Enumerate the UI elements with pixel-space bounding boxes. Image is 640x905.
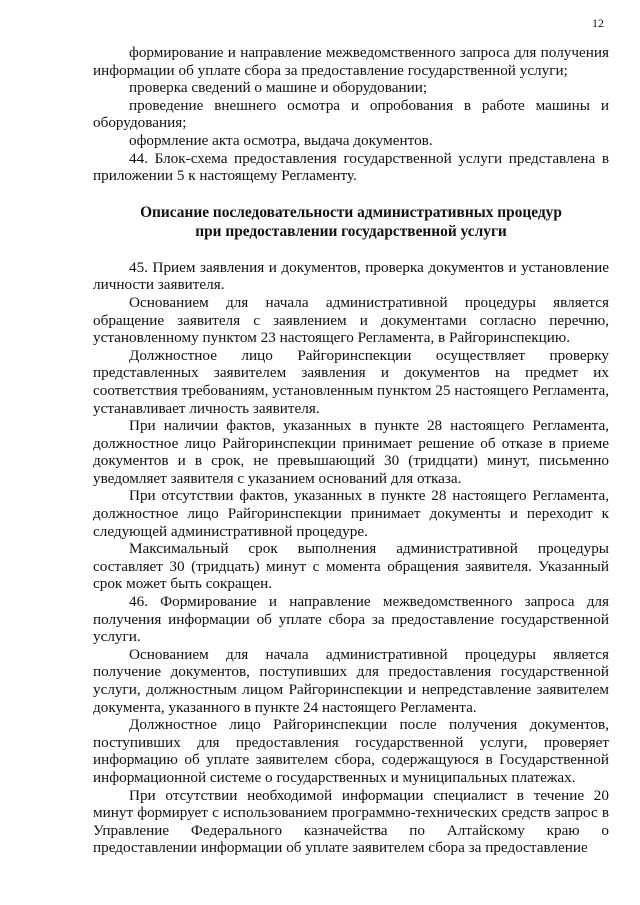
paragraph: Максимальный срок выполнения административной процедуры составляет 30 (тридцать) минут с момента обращения заявителя. Указанный срок может быть сокращен. bbox=[93, 540, 609, 593]
document-body bbox=[93, 44, 609, 857]
paragraph: Должностное лицо Райгоринспекции осуществляет проверку представленных заявителем заявления и документов на предмет их соответствия требованиям, установленным пунктом 25 настоящего Регламента, устанавливает личность заявителя. bbox=[93, 346, 609, 417]
paragraph: проверка сведений о машине и оборудовании; bbox=[129, 79, 428, 97]
page-number: 12 bbox=[592, 16, 604, 30]
section-heading-line: Описание последовательности административных процедур bbox=[140, 203, 562, 221]
paragraph: формирование и направление межведомственного запроса для получения информации об уплате сбора за предоставление государственной услуги; bbox=[93, 44, 609, 79]
paragraph: 45. Прием заявления и документов, проверка документов и установление личности заявителя. bbox=[93, 258, 609, 294]
paragraph: При наличии фактов, указанных в пункте 28 настоящего Регламента, должностное лицо Райгоринспекции принимает решение об отказе в приеме документов и в срок, не превышающий 30 (тридцати) минут, письменно уведомляет заявителя с указанием оснований для отказа. bbox=[93, 417, 609, 487]
paragraph: Основанием для начала административной процедуры является получение документов, поступивших для предоставления государственной услуги, должностным лицом Райгоринспекции и непредставление заявителем документа, указанного в пункте 24 настоящего Регламента. bbox=[93, 645, 609, 716]
paragraph: Должностное лицо Райгоринспекции после получения документов, поступивших для предоставления государственной услуги, проверяет информацию об уплате заявителем сбора, содержащуюся в Государственной информационной системе о государственных и муниципальных платежах. bbox=[93, 716, 609, 786]
paragraph: 44. Блок-схема предоставления государственной услуги представлена в приложении 5 к настоящему Регламенту. bbox=[93, 149, 609, 185]
paragraph: Основанием для начала административной процедуры является обращение заявителя с заявлением и документами согласно перечню, установленному пунктом 23 настоящего Регламента, в Райгоринспекцию. bbox=[93, 293, 609, 347]
paragraph: При отсутствии фактов, указанных в пункте 28 настоящего Регламента, должностное лицо Райгоринспекции принимает документы и переходит к следующей административной процедуре. bbox=[93, 487, 609, 540]
section-heading-line: при предоставлении государственной услуги bbox=[195, 222, 507, 240]
paragraph: оформление акта осмотра, выдача документов. bbox=[129, 131, 433, 149]
paragraph: При отсутствии необходимой информации специалист в течение 20 минут формирует с использованием программно-технических средств запрос в Управление Федерального казначейства по Алтайскому краю о предоставлении информации об уплате заявителем сбора за предоставление bbox=[93, 786, 609, 857]
paragraph: 46. Формирование и направление межведомственного запроса для получения информации об уплате сбора за предоставление государственной услуги. bbox=[93, 593, 609, 646]
section-heading bbox=[93, 203, 609, 241]
paragraph: проведение внешнего осмотра и опробования в работе машины и оборудования; bbox=[93, 96, 609, 132]
